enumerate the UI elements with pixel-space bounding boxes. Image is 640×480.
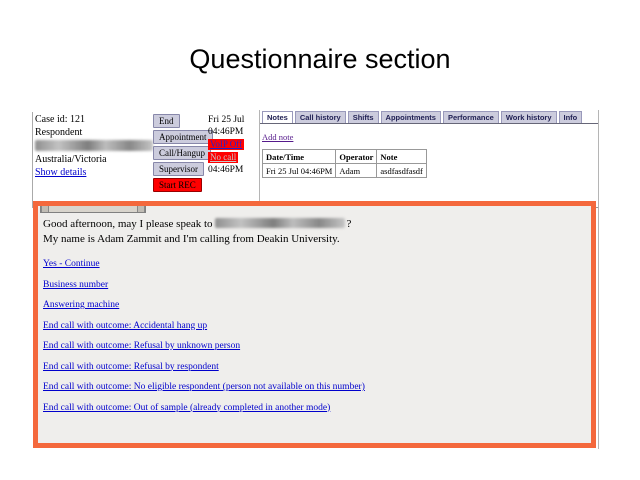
- questionnaire-highlight-box: [33, 201, 596, 448]
- tab-notes[interactable]: Notes: [262, 111, 293, 123]
- scrollbar-left-arrow-icon[interactable]: [41, 206, 49, 212]
- redacted-contact-name: [215, 218, 345, 228]
- add-note-link[interactable]: Add note: [262, 132, 294, 142]
- tab-call-history[interactable]: Call history: [295, 111, 346, 123]
- greeting-text: [43, 217, 351, 247]
- call-controls: [153, 114, 213, 192]
- voip-off-link[interactable]: VoIP Off: [210, 139, 243, 149]
- link-business-number[interactable]: Business number: [43, 279, 109, 290]
- page-title: Questionnaire section: [189, 44, 451, 74]
- notes-panel: [259, 110, 598, 208]
- link-outcome-accidental-hangup[interactable]: End call with outcome: Accidental hang up: [43, 320, 208, 331]
- call-hangup-button[interactable]: Call/Hangup: [153, 146, 211, 160]
- scrollbar-right-arrow-icon[interactable]: [137, 206, 145, 212]
- no-call-label: No call: [210, 152, 237, 162]
- status-column: [208, 114, 258, 176]
- call-time-label-2: 04:46PM: [208, 165, 244, 175]
- tab-info[interactable]: Info: [559, 111, 583, 123]
- greeting-suffix: ?: [346, 218, 352, 230]
- appointment-button[interactable]: Appointment: [153, 130, 213, 144]
- tab-work-history[interactable]: Work history: [501, 111, 557, 123]
- interviewer-intro: My name is Adam Zammit and I'm calling from Deakin University.: [43, 233, 340, 245]
- notes-tab-content: [260, 124, 598, 178]
- cell-note: asdfasdfasdf: [377, 164, 426, 178]
- window-left-border: [32, 112, 33, 208]
- link-yes-continue[interactable]: Yes - Continue: [43, 259, 100, 269]
- link-outcome-refusal-respondent[interactable]: End call with outcome: Refusal by respondent: [43, 361, 219, 372]
- questionnaire-options: [43, 259, 365, 423]
- questionnaire-content: [38, 206, 591, 443]
- notes-table-header-row: [263, 150, 427, 164]
- header-date-time: Date/Time: [263, 150, 336, 164]
- no-call-status-chip: [208, 152, 238, 163]
- tab-shifts[interactable]: Shifts: [348, 111, 379, 123]
- region-label: Australia/Victoria: [35, 154, 107, 165]
- header-operator: Operator: [336, 150, 377, 164]
- call-time-label: 04:46PM: [208, 127, 244, 137]
- window-right-border: [598, 110, 599, 449]
- header-note: Note: [377, 150, 426, 164]
- link-answering-machine[interactable]: Answering machine: [43, 300, 120, 310]
- tab-bar: [260, 110, 598, 124]
- case-info-panel: [35, 113, 155, 179]
- redacted-respondent-name: [35, 140, 153, 151]
- link-outcome-no-eligible-respondent[interactable]: End call with outcome: No eligible respondent (person not available on this number): [43, 382, 365, 392]
- link-outcome-out-of-sample[interactable]: End call with outcome: Out of sample (already completed in another mode): [43, 402, 331, 413]
- case-id-label: Case id: 121: [35, 114, 85, 125]
- greeting-prefix: Good afternoon, may I please speak to: [43, 218, 213, 230]
- partial-scrollbar[interactable]: [40, 205, 146, 213]
- table-row: [263, 164, 427, 178]
- supervisor-button[interactable]: Supervisor: [153, 162, 204, 176]
- tab-appointments[interactable]: Appointments: [381, 111, 441, 123]
- tab-performance[interactable]: Performance: [443, 111, 499, 123]
- cell-date-time: Fri 25 Jul 04:46PM: [263, 164, 336, 178]
- cati-app-window: [32, 110, 599, 450]
- link-outcome-refusal-unknown-person[interactable]: End call with outcome: Refusal by unknown person: [43, 341, 241, 351]
- end-button[interactable]: End: [153, 114, 180, 128]
- respondent-label: Respondent: [35, 127, 83, 138]
- voip-status-chip: [208, 139, 244, 150]
- cell-operator: Adam: [336, 164, 377, 178]
- notes-table: [262, 149, 427, 178]
- call-date-label: Fri 25 Jul: [208, 115, 245, 125]
- show-details-link[interactable]: Show details: [35, 167, 87, 178]
- start-rec-button[interactable]: Start REC: [153, 178, 202, 192]
